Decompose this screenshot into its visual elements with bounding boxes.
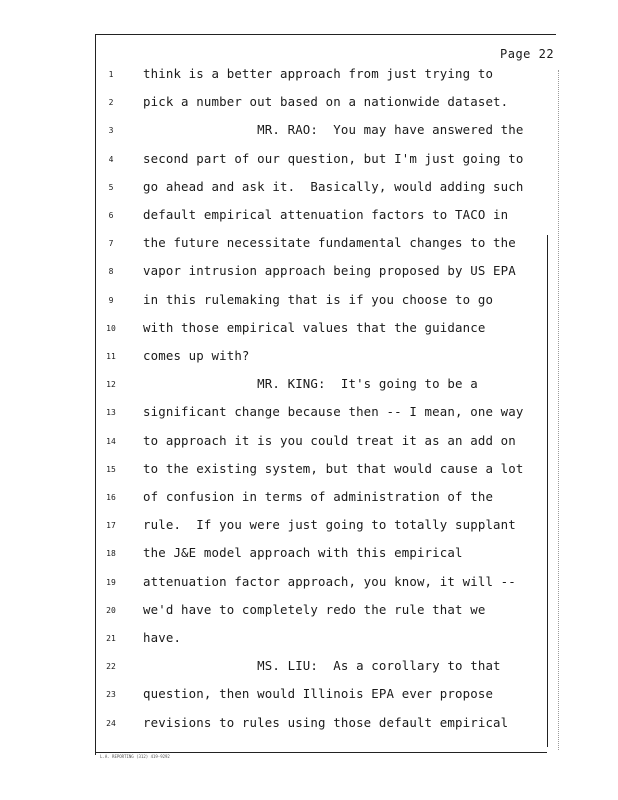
- transcript-line: [0, 320, 618, 340]
- line-number: 23: [106, 690, 116, 700]
- line-text: rule. If you were just going to totally supplant: [143, 517, 516, 533]
- line-number: 7: [108, 239, 114, 249]
- transcript-line: [0, 545, 618, 565]
- line-text: to the existing system, but that would cause a lot: [143, 460, 524, 476]
- transcript-line: [0, 574, 618, 594]
- transcript-line: [0, 376, 618, 396]
- line-number: 22: [106, 662, 116, 672]
- line-number: 12: [106, 380, 116, 390]
- transcript-line: [0, 686, 618, 706]
- line-text: the J&E model approach with this empirical: [143, 545, 463, 561]
- transcript-line: [0, 207, 618, 227]
- line-text: significant change because then -- I mean, one way: [143, 404, 524, 420]
- line-text: MR. RAO: You may have answered the: [143, 122, 524, 138]
- transcript-line: [0, 179, 618, 199]
- page-number: Page 22: [500, 47, 555, 61]
- line-number: 19: [106, 577, 116, 587]
- line-number: 15: [106, 464, 116, 474]
- line-number: 21: [106, 634, 116, 643]
- line-number: 1: [108, 70, 114, 79]
- line-number: 24: [106, 718, 116, 728]
- line-number: 20: [106, 605, 116, 615]
- line-text: pick a number out based on a nationwide dataset.: [143, 94, 509, 110]
- transcript-line: [0, 348, 618, 368]
- line-text: go ahead and ask it. Basically, would adding such: [143, 178, 524, 194]
- transcript-line: [0, 151, 618, 171]
- transcript-line: [0, 122, 618, 142]
- line-text: second part of our question, but I'm just going to: [143, 150, 524, 166]
- transcript-line: [0, 489, 618, 509]
- line-text: question, then would Illinois EPA ever propose: [143, 686, 494, 702]
- line-number: 10: [106, 323, 116, 333]
- line-text: we'd have to completely redo the rule that we: [143, 601, 486, 617]
- line-text: MR. KING: It's going to be a: [143, 376, 478, 392]
- line-text: the future necessitate fundamental changes to the: [143, 235, 516, 251]
- line-number: 16: [106, 493, 116, 502]
- transcript-line: [0, 404, 618, 424]
- footer-text: L.A. REPORTING (312) 419-9292: [100, 754, 170, 759]
- transcript-line: [0, 461, 618, 481]
- line-text: MS. LIU: As a corollary to that: [143, 658, 501, 674]
- transcript-line: [0, 66, 618, 86]
- line-number: 8: [108, 267, 114, 277]
- line-text: comes up with?: [143, 348, 250, 363]
- line-text: have.: [143, 630, 182, 645]
- line-text: attenuation factor approach, you know, it will --: [143, 573, 516, 589]
- line-number: 17: [106, 521, 116, 531]
- line-number: 4: [108, 154, 114, 164]
- line-text: to approach it is you could treat it as an add on: [143, 432, 516, 448]
- line-number: 13: [106, 408, 116, 418]
- line-text: of confusion in terms of administration of the: [143, 489, 494, 504]
- transcript-line: [0, 602, 618, 622]
- transcript-line: [0, 630, 618, 650]
- transcript-line: [0, 94, 618, 114]
- line-number: 2: [108, 98, 114, 108]
- line-text: vapor intrusion approach being proposed by US EPA: [143, 263, 516, 279]
- transcript-line: [0, 292, 618, 312]
- transcript-line: [0, 235, 618, 255]
- transcript-line: [0, 658, 618, 678]
- bottom-margin-rule: [95, 752, 547, 753]
- line-text: revisions to rules using those default empirical: [143, 714, 509, 730]
- line-number: 9: [108, 295, 114, 305]
- line-text: default empirical attenuation factors to TACO in: [143, 207, 509, 222]
- transcript-line: [0, 517, 618, 537]
- line-number: 14: [106, 436, 116, 446]
- transcript-line: [0, 263, 618, 283]
- transcript-line: [0, 715, 618, 735]
- line-text: in this rulemaking that is if you choose to go: [143, 291, 494, 307]
- line-text: think is a better approach from just trying to: [143, 66, 494, 81]
- line-number: 11: [106, 352, 116, 361]
- line-number: 6: [108, 211, 114, 220]
- line-number: 3: [108, 126, 114, 136]
- line-number: 5: [108, 182, 114, 192]
- transcript-line: [0, 433, 618, 453]
- line-text: with those empirical values that the guidance: [143, 319, 486, 335]
- line-number: 18: [106, 549, 116, 559]
